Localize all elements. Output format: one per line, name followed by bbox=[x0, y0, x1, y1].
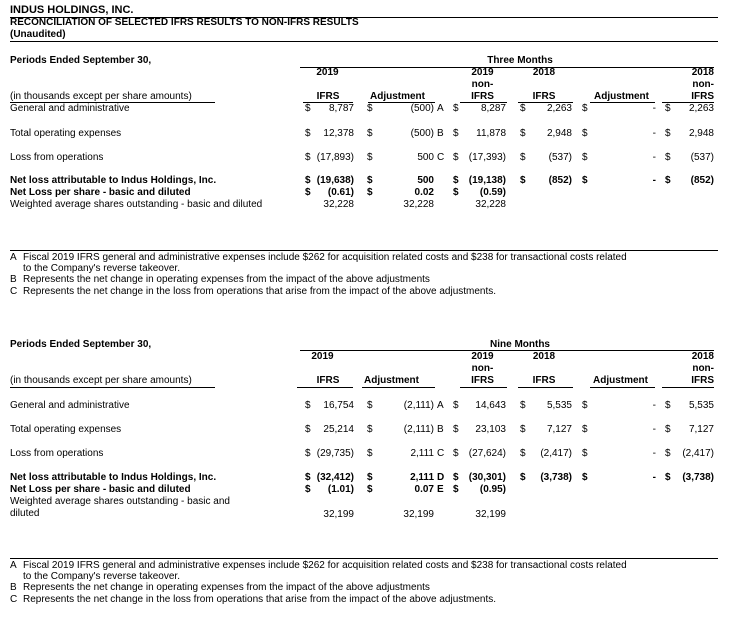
year-2018-label: 2018 bbox=[532, 351, 556, 362]
currency-symbol: $ bbox=[367, 424, 373, 435]
table-cell: 2,948 bbox=[688, 128, 714, 139]
currency-symbol: $ bbox=[582, 152, 588, 163]
row-label: Net loss attributable to Indus Holdings, Inc. bbox=[10, 175, 217, 186]
footnote-ref: B bbox=[437, 128, 444, 139]
col-ifrs-header: IFRS bbox=[532, 375, 556, 386]
table-cell: 14,643 bbox=[475, 400, 506, 411]
table-cell: (17,393) bbox=[468, 152, 506, 163]
currency-symbol: $ bbox=[453, 448, 459, 459]
table-cell: (0.95) bbox=[479, 484, 506, 495]
span-label: Nine Months bbox=[490, 339, 550, 350]
period-label: Periods Ended September 30, bbox=[10, 339, 152, 350]
col-adjustment-header: Adjustment bbox=[593, 375, 648, 386]
table-cell: 0.02 bbox=[414, 187, 434, 198]
row-label: Total operating expenses bbox=[10, 128, 122, 139]
col-rule bbox=[297, 387, 353, 388]
currency-symbol: $ bbox=[665, 400, 671, 411]
footnote-ref: C bbox=[437, 152, 445, 163]
table-cell: (1.01) bbox=[327, 484, 354, 495]
footnote-text: Represents the net change in the loss from operations that arise from the impact of the above adjustments. bbox=[23, 286, 497, 297]
col-rule bbox=[590, 102, 655, 103]
footnote bbox=[10, 594, 735, 605]
row-label: Total operating expenses bbox=[10, 424, 122, 435]
row-label: Net Loss per share - basic and diluted bbox=[10, 484, 191, 495]
footnote-text: Represents the net change in the loss from operations that arise from the impact of the above adjustments. bbox=[23, 594, 497, 605]
footnote-key: B bbox=[10, 582, 17, 593]
currency-symbol: $ bbox=[305, 187, 311, 198]
col-ifrs-header: IFRS bbox=[316, 91, 340, 102]
currency-symbol: $ bbox=[305, 103, 311, 114]
currency-symbol: $ bbox=[453, 400, 459, 411]
table-cell: 500 bbox=[417, 152, 434, 163]
year-2019-label: 2019 bbox=[311, 351, 334, 362]
currency-symbol: $ bbox=[453, 187, 459, 198]
units-rule bbox=[10, 387, 215, 388]
footnote-ref: A bbox=[437, 103, 444, 114]
currency-symbol: $ bbox=[665, 424, 671, 435]
table-cell: 2,263 bbox=[688, 103, 714, 114]
table-cell: 2,263 bbox=[546, 103, 572, 114]
currency-symbol: $ bbox=[665, 152, 671, 163]
table-cell: (0.59) bbox=[479, 187, 506, 198]
col-non-ifrs-header: IFRS bbox=[471, 91, 494, 102]
table-cell: (17,893) bbox=[316, 152, 354, 163]
table-cell: - bbox=[652, 128, 656, 139]
table-cell: 5,535 bbox=[546, 400, 572, 411]
table-cell: - bbox=[652, 472, 656, 483]
table-cell: (537) bbox=[548, 152, 572, 163]
table-cell: 7,127 bbox=[688, 424, 714, 435]
row-label: Loss from operations bbox=[10, 152, 104, 163]
footnote-key: B bbox=[10, 274, 17, 285]
span-label: Three Months bbox=[487, 55, 553, 66]
currency-symbol: $ bbox=[665, 175, 671, 186]
currency-symbol: $ bbox=[665, 472, 671, 483]
row-label: Loss from operations bbox=[10, 448, 104, 459]
table-cell: (29,735) bbox=[316, 448, 354, 459]
footnote-key: C bbox=[10, 286, 18, 297]
table-cell: (27,624) bbox=[468, 448, 506, 459]
currency-symbol: $ bbox=[305, 175, 311, 186]
notes-rule bbox=[10, 250, 718, 251]
report-title: RECONCILIATION OF SELECTED IFRS RESULTS TO NON-IFRS RESULTS bbox=[10, 17, 359, 28]
year-2018-label: 2018 bbox=[532, 67, 556, 78]
col-adjustment-header: Adjustment bbox=[370, 91, 425, 102]
table-cell: (500) bbox=[410, 103, 434, 114]
table-cell: 16,754 bbox=[323, 400, 354, 411]
table-cell: 2,111 bbox=[410, 448, 434, 459]
col-non-ifrs-header: IFRS bbox=[691, 375, 714, 386]
col-ifrs-header: IFRS bbox=[532, 91, 556, 102]
table-cell: (852) bbox=[548, 175, 572, 186]
notes-rule bbox=[10, 558, 718, 559]
currency-symbol: $ bbox=[305, 448, 311, 459]
header-rule-bottom bbox=[10, 41, 718, 42]
col-rule bbox=[362, 387, 435, 388]
units-label: (in thousands except per share amounts) bbox=[10, 91, 192, 102]
table-cell: (3,738) bbox=[682, 472, 714, 483]
span-rule bbox=[300, 350, 714, 351]
non-label: non- bbox=[471, 363, 494, 374]
currency-symbol: $ bbox=[367, 400, 373, 411]
currency-symbol: $ bbox=[582, 448, 588, 459]
footnote-text: Represents the net change in operating expenses from the impact of the above adjustments bbox=[23, 274, 430, 285]
currency-symbol: $ bbox=[520, 175, 526, 186]
footnote bbox=[10, 286, 735, 297]
currency-symbol: $ bbox=[582, 103, 588, 114]
table-cell: 32,228 bbox=[403, 199, 434, 210]
currency-symbol: $ bbox=[582, 175, 588, 186]
table-cell: - bbox=[652, 175, 656, 186]
currency-symbol: $ bbox=[665, 128, 671, 139]
table-cell: (30,301) bbox=[468, 472, 506, 483]
table-cell: (537) bbox=[690, 152, 714, 163]
currency-symbol: $ bbox=[520, 152, 526, 163]
table-cell: - bbox=[652, 448, 656, 459]
table-cell: 8,787 bbox=[328, 103, 354, 114]
currency-symbol: $ bbox=[582, 424, 588, 435]
footnote-key: C bbox=[10, 594, 18, 605]
year-2019-label: 2019 bbox=[471, 351, 494, 362]
col-rule bbox=[460, 387, 507, 388]
table-cell: 32,228 bbox=[475, 199, 506, 210]
footnote-text-cont: to the Company's reverse takeover. bbox=[23, 571, 180, 582]
currency-symbol: $ bbox=[305, 400, 311, 411]
table-cell: - bbox=[652, 424, 656, 435]
currency-symbol: $ bbox=[367, 152, 373, 163]
table-cell: (500) bbox=[410, 128, 434, 139]
footnote-key: A bbox=[10, 560, 17, 571]
table-cell: 23,103 bbox=[475, 424, 506, 435]
col-ifrs-header: IFRS bbox=[316, 375, 340, 386]
table-cell: - bbox=[652, 103, 656, 114]
currency-symbol: $ bbox=[453, 484, 459, 495]
units-label: (in thousands except per share amounts) bbox=[10, 375, 192, 386]
currency-symbol: $ bbox=[520, 472, 526, 483]
col-non-ifrs-header: IFRS bbox=[691, 91, 714, 102]
row-label-cont: diluted bbox=[10, 508, 40, 519]
currency-symbol: $ bbox=[305, 424, 311, 435]
currency-symbol: $ bbox=[453, 424, 459, 435]
footnote-ref: B bbox=[437, 424, 444, 435]
table-cell: (3,738) bbox=[540, 472, 572, 483]
company-name: INDUS HOLDINGS, INC. bbox=[10, 4, 134, 16]
non-label: non- bbox=[692, 363, 714, 374]
footnote-ref: D bbox=[437, 472, 445, 483]
table-cell: 11,878 bbox=[476, 128, 506, 139]
year-2018-label: 2018 bbox=[691, 67, 714, 78]
row-label: Weighted average shares outstanding - basic and diluted bbox=[10, 199, 263, 210]
year-2019-label: 2019 bbox=[316, 67, 339, 78]
currency-symbol: $ bbox=[520, 448, 526, 459]
row-label: General and administrative bbox=[10, 103, 130, 114]
table-cell: 8,287 bbox=[480, 103, 506, 114]
table-cell: 32,199 bbox=[323, 509, 354, 520]
table-cell: (2,417) bbox=[540, 448, 572, 459]
table-cell: (2,111) bbox=[403, 400, 434, 411]
table-cell: 500 bbox=[417, 175, 434, 186]
report-subtitle: (Unaudited) bbox=[10, 29, 66, 40]
currency-symbol: $ bbox=[453, 128, 459, 139]
currency-symbol: $ bbox=[367, 128, 373, 139]
footnote-text-cont: to the Company's reverse takeover. bbox=[23, 263, 180, 274]
footnote bbox=[10, 582, 735, 593]
currency-symbol: $ bbox=[453, 103, 459, 114]
col-non-ifrs-header: IFRS bbox=[471, 375, 494, 386]
footnote-ref: A bbox=[437, 400, 444, 411]
non-label: non- bbox=[692, 79, 714, 90]
table-cell: (32,412) bbox=[316, 472, 354, 483]
currency-symbol: $ bbox=[665, 448, 671, 459]
table-cell: - bbox=[652, 400, 656, 411]
table-cell: (2,111) bbox=[403, 424, 434, 435]
table-cell: 25,214 bbox=[323, 424, 354, 435]
currency-symbol: $ bbox=[582, 128, 588, 139]
col-rule bbox=[590, 387, 655, 388]
footnote-key: A bbox=[10, 252, 17, 263]
footnote-text: Represents the net change in operating expenses from the impact of the above adjustments bbox=[23, 582, 430, 593]
currency-symbol: $ bbox=[520, 128, 526, 139]
table-cell: 7,127 bbox=[546, 424, 572, 435]
currency-symbol: $ bbox=[305, 472, 311, 483]
currency-symbol: $ bbox=[520, 424, 526, 435]
col-rule bbox=[518, 387, 573, 388]
footnote-ref: C bbox=[437, 448, 445, 459]
currency-symbol: $ bbox=[453, 175, 459, 186]
year-2018-label: 2018 bbox=[691, 351, 714, 362]
non-label: non- bbox=[471, 79, 494, 90]
footnote bbox=[10, 252, 735, 274]
footnote bbox=[10, 274, 735, 285]
currency-symbol: $ bbox=[367, 187, 373, 198]
currency-symbol: $ bbox=[582, 472, 588, 483]
currency-symbol: $ bbox=[367, 175, 373, 186]
currency-symbol: $ bbox=[520, 103, 526, 114]
table-cell: (19,138) bbox=[468, 175, 506, 186]
currency-symbol: $ bbox=[665, 103, 671, 114]
col-rule bbox=[662, 387, 714, 388]
table-cell: 0.07 bbox=[414, 484, 434, 495]
table-cell: (2,417) bbox=[682, 448, 714, 459]
table-cell: 32,199 bbox=[403, 509, 434, 520]
footnote bbox=[10, 560, 735, 582]
col-adjustment-header: Adjustment bbox=[364, 375, 419, 386]
currency-symbol: $ bbox=[367, 103, 373, 114]
currency-symbol: $ bbox=[367, 448, 373, 459]
row-label: Weighted average shares outstanding - basic and bbox=[10, 496, 230, 507]
currency-symbol: $ bbox=[305, 152, 311, 163]
row-label: General and administrative bbox=[10, 400, 130, 411]
table-cell: 5,535 bbox=[688, 400, 714, 411]
footnote-ref: E bbox=[437, 484, 444, 495]
table-cell: 12,378 bbox=[323, 128, 354, 139]
footnote-text: Fiscal 2019 IFRS general and administrative expenses include $262 for acquisition related costs and $238 for transactional costs related bbox=[23, 560, 627, 571]
row-label: Net Loss per share - basic and diluted bbox=[10, 187, 191, 198]
currency-symbol: $ bbox=[305, 484, 311, 495]
period-label: Periods Ended September 30, bbox=[10, 55, 152, 66]
span-rule bbox=[300, 67, 714, 68]
currency-symbol: $ bbox=[367, 472, 373, 483]
table-cell: 32,228 bbox=[323, 199, 354, 210]
currency-symbol: $ bbox=[367, 484, 373, 495]
table-cell: - bbox=[652, 152, 656, 163]
table-cell: (0.61) bbox=[327, 187, 354, 198]
footnote-text: Fiscal 2019 IFRS general and administrative expenses include $262 for acquisition related costs and $238 for transactional costs related bbox=[23, 252, 627, 263]
table-cell: 2,111 bbox=[410, 472, 434, 483]
currency-symbol: $ bbox=[305, 128, 311, 139]
currency-symbol: $ bbox=[453, 472, 459, 483]
row-label: Net loss attributable to Indus Holdings, Inc. bbox=[10, 472, 217, 483]
col-adjustment-header: Adjustment bbox=[594, 91, 649, 102]
table-cell: 32,199 bbox=[475, 509, 506, 520]
table-cell: (852) bbox=[690, 175, 714, 186]
table-cell: 2,948 bbox=[546, 128, 572, 139]
currency-symbol: $ bbox=[453, 152, 459, 163]
year-2019-label: 2019 bbox=[471, 67, 494, 78]
currency-symbol: $ bbox=[520, 400, 526, 411]
currency-symbol: $ bbox=[582, 400, 588, 411]
table-cell: (19,638) bbox=[316, 175, 354, 186]
